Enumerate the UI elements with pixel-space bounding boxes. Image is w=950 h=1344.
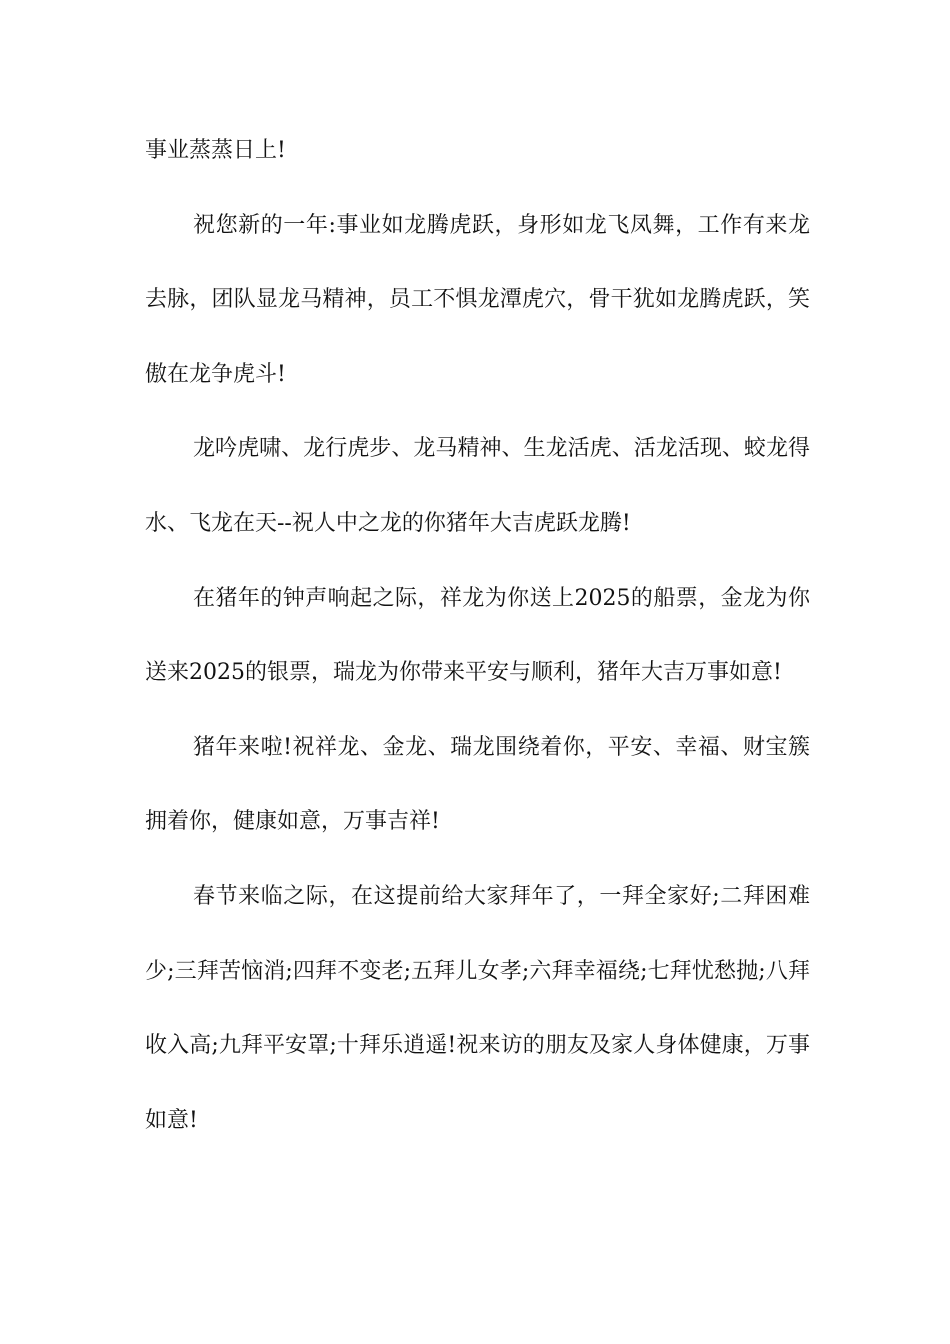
paragraph-new-year-bell: 在猪年的钟声响起之际，祥龙为你送上2025的船票，金龙为你送来2025的银票，瑞龙为你带来平安与顺利，猪年大吉万事如意!: [145, 585, 810, 686]
paragraph-blessing-career: 祝您新的一年:事业如龙腾虎跃，身形如龙飞凤舞，工作有来龙去脉，团队显龙马精神，员工不惧龙潭虎穴，骨干犹如龙腾虎跃，笑傲在龙争虎斗!: [145, 212, 810, 387]
document-body: [145, 114, 810, 1158]
paragraph-ten-greetings: 春节来临之际，在这提前给大家拜年了，一拜全家好;二拜困难少;三拜苦恼消;四拜不变老;五拜儿女孝;六拜幸福绕;七拜忧愁抛;八拜收入高;九拜平安罩;十拜乐逍遥!祝来访的朋友及家人身体健康，万事如意!: [145, 883, 810, 1133]
paragraph-dragons-surround: 猪年来啦!祝祥龙、金龙、瑞龙围绕着你，平安、幸福、财宝簇拥着你，健康如意，万事吉祥!: [145, 734, 810, 835]
paragraph-continuation: 事业蒸蒸日上!: [145, 138, 286, 163]
paragraph-dragon-idioms: 龙吟虎啸、龙行虎步、龙马精神、生龙活虎、活龙活现、蛟龙得水、飞龙在天--祝人中之龙的你猪年大吉虎跃龙腾!: [145, 436, 810, 536]
